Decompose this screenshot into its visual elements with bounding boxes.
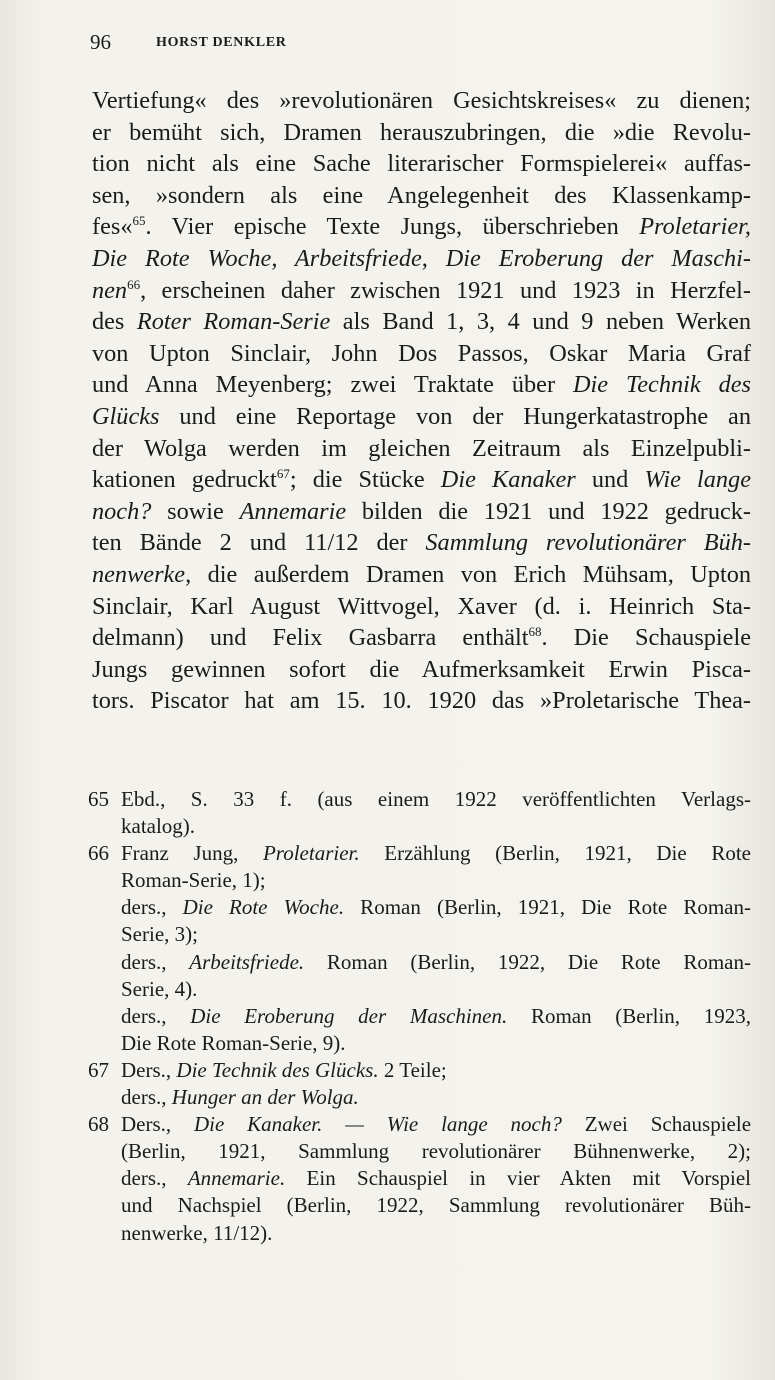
footnote-line: ders., Die Eroberung der Maschinen. Roman (Berlin, 1923, [121, 1003, 751, 1028]
footnote-line: Ders., Die Technik des Glücks. 2 Teile; [121, 1057, 447, 1082]
running-head: HORST DENKLER [156, 35, 287, 50]
footnotes [88, 786, 751, 1247]
footnote-67 [88, 1057, 751, 1111]
text-line: und Anna Meyenberg; zwei Traktate über Die Technik des [92, 371, 751, 399]
text-line: Jungs gewinnen sofort die Aufmerksamkeit Erwin Pisca- [92, 655, 751, 683]
page-header [90, 30, 750, 54]
footnote-line: nenwerke, 11/12). [121, 1220, 273, 1245]
footnote-line: und Nachspiel (Berlin, 1922, Sammlung revolutionärer Büh- [121, 1193, 751, 1218]
footnote-line: ders., Annemarie. Ein Schauspiel in vier Akten mit Vorspiel [121, 1166, 751, 1191]
text-line: noch? sowie Annemarie bilden die 1921 und 1922 gedruck- [92, 497, 751, 525]
footnote-line: Ders., Die Kanaker. — Wie lange noch? Zwei Schauspiele [121, 1112, 752, 1137]
footnote-number: 67 [88, 1057, 109, 1082]
main-text [92, 85, 751, 717]
footnote-ref-68: 68 [528, 624, 542, 640]
footnote-66 [88, 840, 751, 1057]
footnote-line: Roman-Serie, 1); [121, 868, 266, 893]
footnote-number: 65 [88, 787, 109, 811]
footnote-ref-65: 65 [132, 213, 146, 229]
footnote-line: ders., Hunger an der Wolga. [121, 1085, 359, 1110]
text-line: tors. Piscator hat am 15. 10. 1920 das »Proletarische Thea- [92, 687, 751, 715]
footnote-line: Die Rote Roman-Serie, 9). [121, 1030, 346, 1055]
footnote-65 [88, 786, 751, 840]
text-line: Vertiefung« des »revolutionären Gesichtskreises« zu dienen; [92, 87, 751, 114]
text-line: tion nicht als eine Sache literarischer Formspielerei« auffas- [92, 150, 751, 178]
footnote-68 [88, 1111, 751, 1246]
text-line: kationen gedruckt$^{67}$; die Stücke Die Kanaker und Wie lange [92, 466, 751, 494]
footnote-ref-66: 66 [127, 276, 141, 292]
text-line: nenwerke, die außerdem Dramen von Erich Mühsam, Upton [92, 560, 751, 588]
text-line: Sinclair, Karl August Wittvogel, Xaver (d. i. Heinrich Sta- [92, 592, 751, 620]
footnote-line: Ebd., S. 33 f. (aus einem 1922 veröffentlichten Verlags- [121, 787, 751, 811]
text-line: sen, »sondern als eine Angelegenheit des Klassenkamp- [92, 181, 751, 209]
text-line: Die Rote Woche, Arbeitsfriede, Die Eroberung der Maschi- [92, 244, 751, 272]
footnote-line: ders., Arbeitsfriede. Roman (Berlin, 1922, Die Rote Roman- [121, 949, 751, 974]
text-line: ten Bände 2 und 11/12 der Sammlung revolutionärer Büh- [92, 529, 751, 557]
footnote-line: Serie, 3); [121, 922, 198, 947]
footnote-line: Serie, 4). [121, 976, 198, 1001]
text-line: des Roter Roman-Serie als Band 1, 3, 4 und 9 neben Werken [92, 308, 751, 336]
footnote-number: 66 [88, 841, 109, 866]
footnote-line: (Berlin, 1921, Sammlung revolutionärer Bühnenwerke, 2); [121, 1139, 751, 1164]
text-line: von Upton Sinclair, John Dos Passos, Oskar Maria Graf [92, 339, 751, 367]
footnote-line: Franz Jung, Proletarier. Erzählung (Berlin, 1921, Die Rote [121, 841, 751, 866]
page-number: 96 [90, 30, 111, 54]
footnote-ref-67: 67 [276, 466, 290, 482]
footnote-number: 68 [88, 1112, 109, 1137]
footnote-line: ders., Die Rote Woche. Roman (Berlin, 1921, Die Rote Roman- [121, 895, 751, 920]
text-line: er bemüht sich, Dramen herauszubringen, die »die Revolu- [92, 118, 751, 146]
text-line: Glücks und eine Reportage von der Hungerkatastrophe an [92, 402, 751, 430]
text-line: fes«$^{65}$. Vier epische Texte Jungs, überschrieben Proletarier, [92, 213, 751, 241]
text-line: nen$^{66}$, erscheinen daher zwischen 1921 und 1923 in Herzfel- [92, 276, 751, 304]
text-line: der Wolga werden im gleichen Zeitraum als Einzelpubli- [92, 434, 751, 462]
footnote-line: katalog). [121, 814, 196, 839]
text-line: delmann) und Felix Gasbarra enthält$^{68}$. Die Schauspiele [92, 624, 752, 652]
